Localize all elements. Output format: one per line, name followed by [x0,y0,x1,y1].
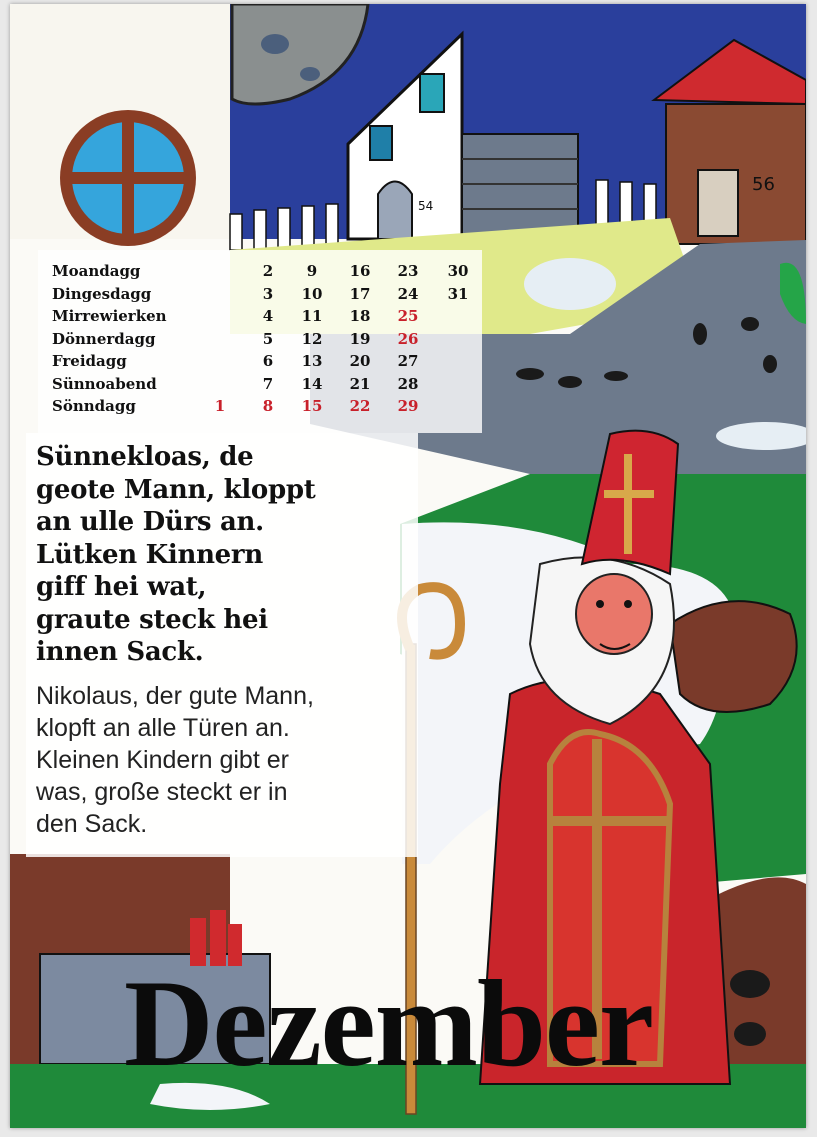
calendar-date: 12 [301,329,323,348]
calendar-date: 23 [397,262,419,280]
verse-panel [26,433,418,857]
calendar-row [38,375,482,397]
verse-line: geote Mann, kloppt [36,474,316,505]
calendar-date: 10 [301,284,323,303]
weekday-label: Mirrewierken [52,307,167,325]
calendar-date: 30 [447,262,469,280]
calendar-date: 19 [349,329,371,348]
calendar-page [10,4,806,1128]
calendar-date: 24 [397,284,419,303]
calendar-date: 25 [397,307,419,325]
calendar-date: 9 [306,262,318,280]
calendar-date: 11 [301,307,323,325]
calendar-date: 15 [301,397,323,415]
verse-line: Kleinen Kindern gibt er [36,746,289,774]
house-number-56: 56 [752,174,775,195]
calendar-date: 13 [301,352,323,370]
verse-line: innen Sack. [36,637,204,667]
house-number-54: 54 [418,199,434,213]
calendar-date: 1 [214,397,226,415]
calendar-date: 20 [349,352,371,370]
verse-line: an ulle Dürs an. [36,507,264,537]
calendar-date: 18 [349,307,371,325]
calendar-date: 31 [447,284,469,303]
calendar-date: 2 [262,262,274,280]
month-title: Dezember [124,955,653,1092]
verse-line: den Sack. [36,810,148,838]
calendar-date: 14 [301,374,323,393]
weekday-label: Freidagg [52,352,127,370]
verse-line: Sünnekloas, de [36,442,254,472]
calendar-date: 29 [397,397,419,415]
weekday-label: Sünnoabend [52,374,157,393]
calendar-date: 3 [262,284,274,303]
calendar-date: 8 [262,397,274,415]
month-calendar-grid [38,250,482,433]
calendar-row [38,397,482,419]
calendar-date: 21 [349,374,371,393]
calendar-date: 17 [349,284,371,303]
calendar-date: 27 [397,352,419,370]
calendar-date: 16 [349,262,371,280]
verse-hochdeutsch [36,680,420,840]
calendar-date: 28 [397,374,419,393]
verse-line: was, große steckt er in [36,778,288,806]
calendar-date: 5 [262,329,274,348]
verse-line: Nikolaus, der gute Mann, [36,682,314,710]
verse-line: giff hei wat, [36,572,207,602]
calendar-date: 26 [397,329,419,348]
calendar-date: 6 [262,352,274,370]
calendar-date: 22 [349,397,371,415]
calendar-row [38,307,482,329]
weekday-label: Dönnerdagg [52,329,156,348]
weekday-label: Dingesdagg [52,284,152,303]
weekday-label: Moandagg [52,262,141,280]
calendar-row [38,330,482,352]
calendar-date: 7 [262,374,274,393]
calendar-date: 4 [262,307,274,325]
verse-plattdeutsch [36,441,420,669]
verse-line: Lütken Kinnern [36,539,263,570]
calendar-row [38,285,482,307]
weekday-label: Sönndagg [52,397,136,415]
verse-line: graute steck hei [36,604,268,635]
calendar-row [38,352,482,374]
calendar-row [38,262,482,284]
verse-line: klopft an alle Türen an. [36,714,290,742]
